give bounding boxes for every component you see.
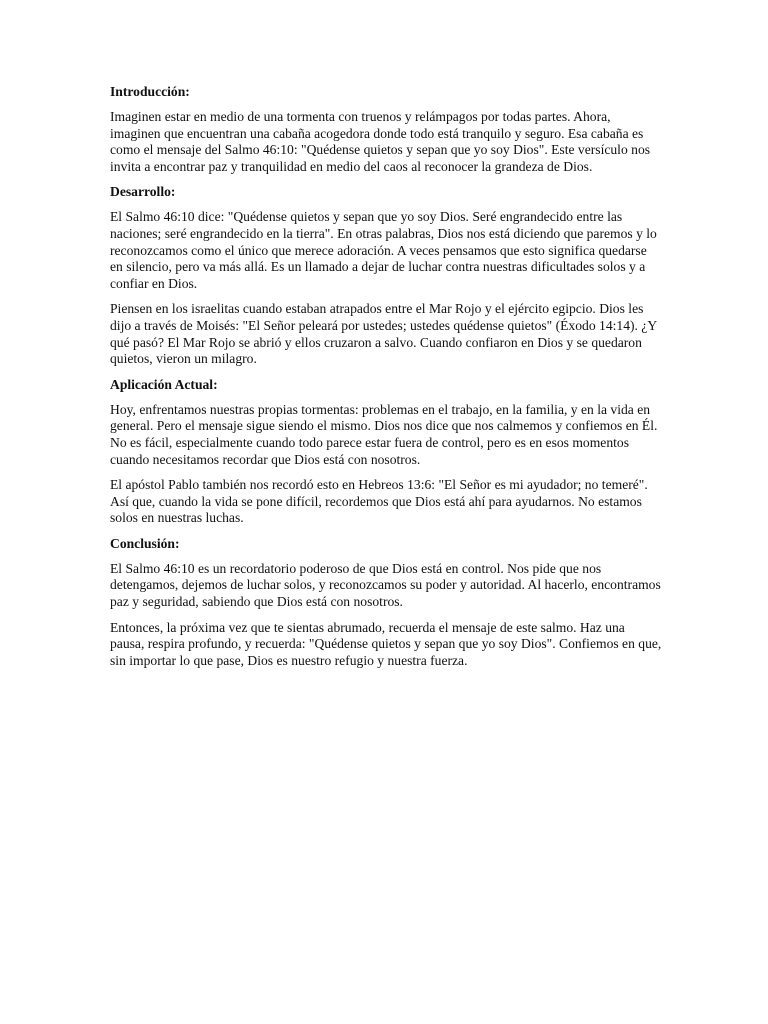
section-heading-development: Desarrollo: — [110, 184, 176, 200]
conclusion-paragraph-1: El Salmo 46:10 es un recordatorio poderoso de que Dios está en control. Nos pide que nos detengamos, dejemos de luchar solos, y reconozcamos su poder y autoridad. Al hacerlo, encontramos paz y seguridad, sabiendo que Dios está con nosotros. — [110, 560, 661, 610]
section-heading-introduction: Introducción: — [110, 84, 190, 99]
section-heading-conclusion: Conclusión: — [110, 535, 180, 551]
application-paragraph-1: Hoy, enfrentamos nuestras propias tormentas: problemas en el trabajo, en la familia, y en la vida en general. Pero el mensaje sigue siendo el mismo. Dios nos dice que nos calmemos y confiemos en Él. No es fácil, especialmente cuando todo parece estar fuera de control, pero es en esos momentos cuando necesitamos recordar que Dios está con nosotros. — [110, 401, 658, 467]
document-page — [110, 84, 662, 678]
conclusion-paragraph-2: Entonces, la próxima vez que te sientas abrumado, recuerda el mensaje de este salmo. Haz una pausa, respira profundo, y recuerda: "Quédense quietos y sepan que yo soy Dios". Confiemos en que, sin importar lo que pase, Dios es nuestro refugio y nuestra fuerza. — [110, 619, 662, 668]
development-paragraph-2: Piensen en los israelitas cuando estaban atrapados entre el Mar Rojo y el ejército egipcio. Dios les dijo a través de Moisés: "El Señor peleará por ustedes; ustedes quédense quietos" (Éxodo 14:14). ¿Y qué pasó? El Mar Rojo se abrió y ellos cruzaron a salvo. Cuando confiaron en Dios y se quedaron quietos, vieron un milagro. — [110, 301, 657, 367]
introduction-paragraph: Imaginen estar en medio de una tormenta con truenos y relámpagos por todas partes. Ahora, imaginen que encuentran una cabaña acogedora donde todo está tranquilo y seguro. Esa cabaña es como el mensaje del Salmo 46:10: "Quédense quietos y sepan que yo soy Dios". Este versículo nos invita a encontrar paz y tranquilidad en medio del caos al reconocer la grandeza de Dios. — [110, 109, 651, 174]
development-paragraph-1: El Salmo 46:10 dice: "Quédense quietos y sepan que yo soy Dios. Seré engrandecido entre las naciones; seré engrandecido en la tierra". En otras palabras, Dios nos está diciendo que paremos y lo reconozcamos como el único que merece adoración. A veces pensamos que esto significa quedarse en silencio, pero va más allá. Es un llamado a dejar de luchar contra nuestras dificultades solos y a confiar en Dios. — [110, 209, 657, 291]
section-heading-application: Aplicación Actual: — [110, 376, 218, 392]
application-paragraph-2: El apóstol Pablo también nos recordó esto en Hebreos 13:6: "El Señor es mi ayudador; no temeré". Así que, cuando la vida se pone difícil, recordemos que Dios está ahí para ayudarnos. No estamos solos en nuestras luchas. — [110, 477, 648, 526]
